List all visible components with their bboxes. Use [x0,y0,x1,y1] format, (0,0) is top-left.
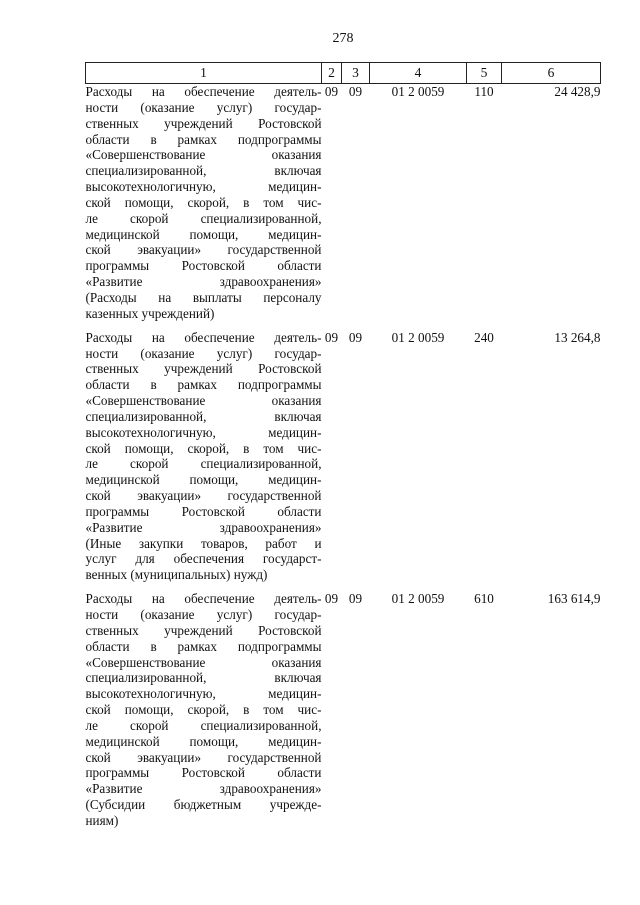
description-line: области в рамках подпрограммы [85,638,322,654]
description-line: ности (оказание услуг) государ- [85,607,322,622]
description-line: ниям) [85,812,119,828]
description-line: высокотехнологичную, медицин- [85,179,322,195]
description-line: «Совершенствование оказания [85,654,322,670]
table-row [86,330,601,592]
column-header-3: 3 [342,63,370,84]
description-line: ской помощи, скорой, в том чис- [85,440,322,456]
column-header-2: 2 [322,63,342,84]
description-line: Расходы на обеспечение деятель- [85,591,322,607]
row-description [86,591,322,837]
row-description [86,330,322,592]
table-row [86,591,601,837]
header-row [86,63,601,84]
description-line: (Расходы на выплаты персоналу [85,289,322,305]
description-line: услуг для обеспечения государст- [85,551,322,567]
target-article-code: 01 2 0059 [391,84,445,99]
description-line: (Иные закупки товаров, работ и [85,535,322,551]
description-line: программы Ростовской области [85,258,322,274]
description-line: «Совершенствование оказания [85,393,322,409]
column-header-5: 5 [467,63,502,84]
description-line: казенных учреждений) [85,305,215,321]
description-line: (Субсидии бюджетным учрежде- [85,797,322,813]
description-line: специализированной, включая [85,670,322,686]
description-line: ности (оказание услуг) государ- [85,345,322,361]
description-line: области в рамках подпрограммы [85,377,322,393]
description-line: программы Ростовской области [85,765,322,781]
description-line: ле скорой специализированной, [85,717,322,733]
amount: 163 614,9 [547,591,601,607]
description-line: ской помощи, скорой, в том чис- [85,702,322,718]
description-line: «Развитие здравоохранения» [85,519,322,535]
description-line: «Развитие здравоохранения» [85,781,322,797]
budget-table [85,62,601,837]
target-article-code: 01 2 0059 [391,329,445,345]
section-code: 09 [324,84,339,99]
description-line: специализированной, включая [85,163,322,179]
column-header-1: 1 [86,63,322,84]
description-line: высокотехнологичную, медицин- [85,686,322,702]
amount: 24 428,9 [554,84,601,99]
description-line: ской эвакуации» государственной [85,488,322,504]
page-number: 278 [332,31,354,46]
description-line: ственных учреждений Ростовской [85,361,322,377]
target-article-code: 01 2 0059 [391,591,445,607]
description-line: медицинской помощи, медицин- [85,733,322,749]
description-line: ской эвакуации» государственной [85,242,322,258]
description-line: «Совершенствование оказания [85,147,322,163]
description-line: ской помощи, скорой, в том чис- [85,194,322,210]
description-line: ской эвакуации» государственной [85,749,322,765]
description-line: венных (муниципальных) нужд) [85,567,268,583]
description-line: Расходы на обеспечение деятель- [85,84,322,99]
description-line: Расходы на обеспечение деятель- [85,329,322,345]
description-line: специализированной, включая [85,408,322,424]
description-line: медицинской помощи, медицин- [85,472,322,488]
description-line: ле скорой специализированной, [85,456,322,472]
description-line: высокотехнологичную, медицин- [85,424,322,440]
description-line: ственных учреждений Ростовской [85,115,322,131]
section-code: 09 [324,591,339,607]
subsection-code: 09 [348,329,363,345]
expense-type-code: 240 [474,329,494,345]
description-line: ле скорой специализированной, [85,210,322,226]
expense-type-code: 610 [474,591,494,607]
section-code: 09 [324,329,339,345]
description-line: медицинской помощи, медицин- [85,226,322,242]
expense-type-code: 110 [474,84,494,99]
description-line: ственных учреждений Ростовской [85,622,322,638]
description-line: программы Ростовской области [85,503,322,519]
description-line: области в рамках подпрограммы [85,131,322,147]
amount: 13 264,8 [554,329,601,345]
subsection-code: 09 [348,84,363,99]
column-header-4: 4 [370,63,467,84]
row-description [86,84,322,330]
table-row [86,84,601,330]
description-line: «Развитие здравоохранения» [85,274,322,290]
subsection-code: 09 [348,591,363,607]
column-header-6: 6 [502,63,601,84]
description-line: ности (оказание услуг) государ- [85,99,322,115]
